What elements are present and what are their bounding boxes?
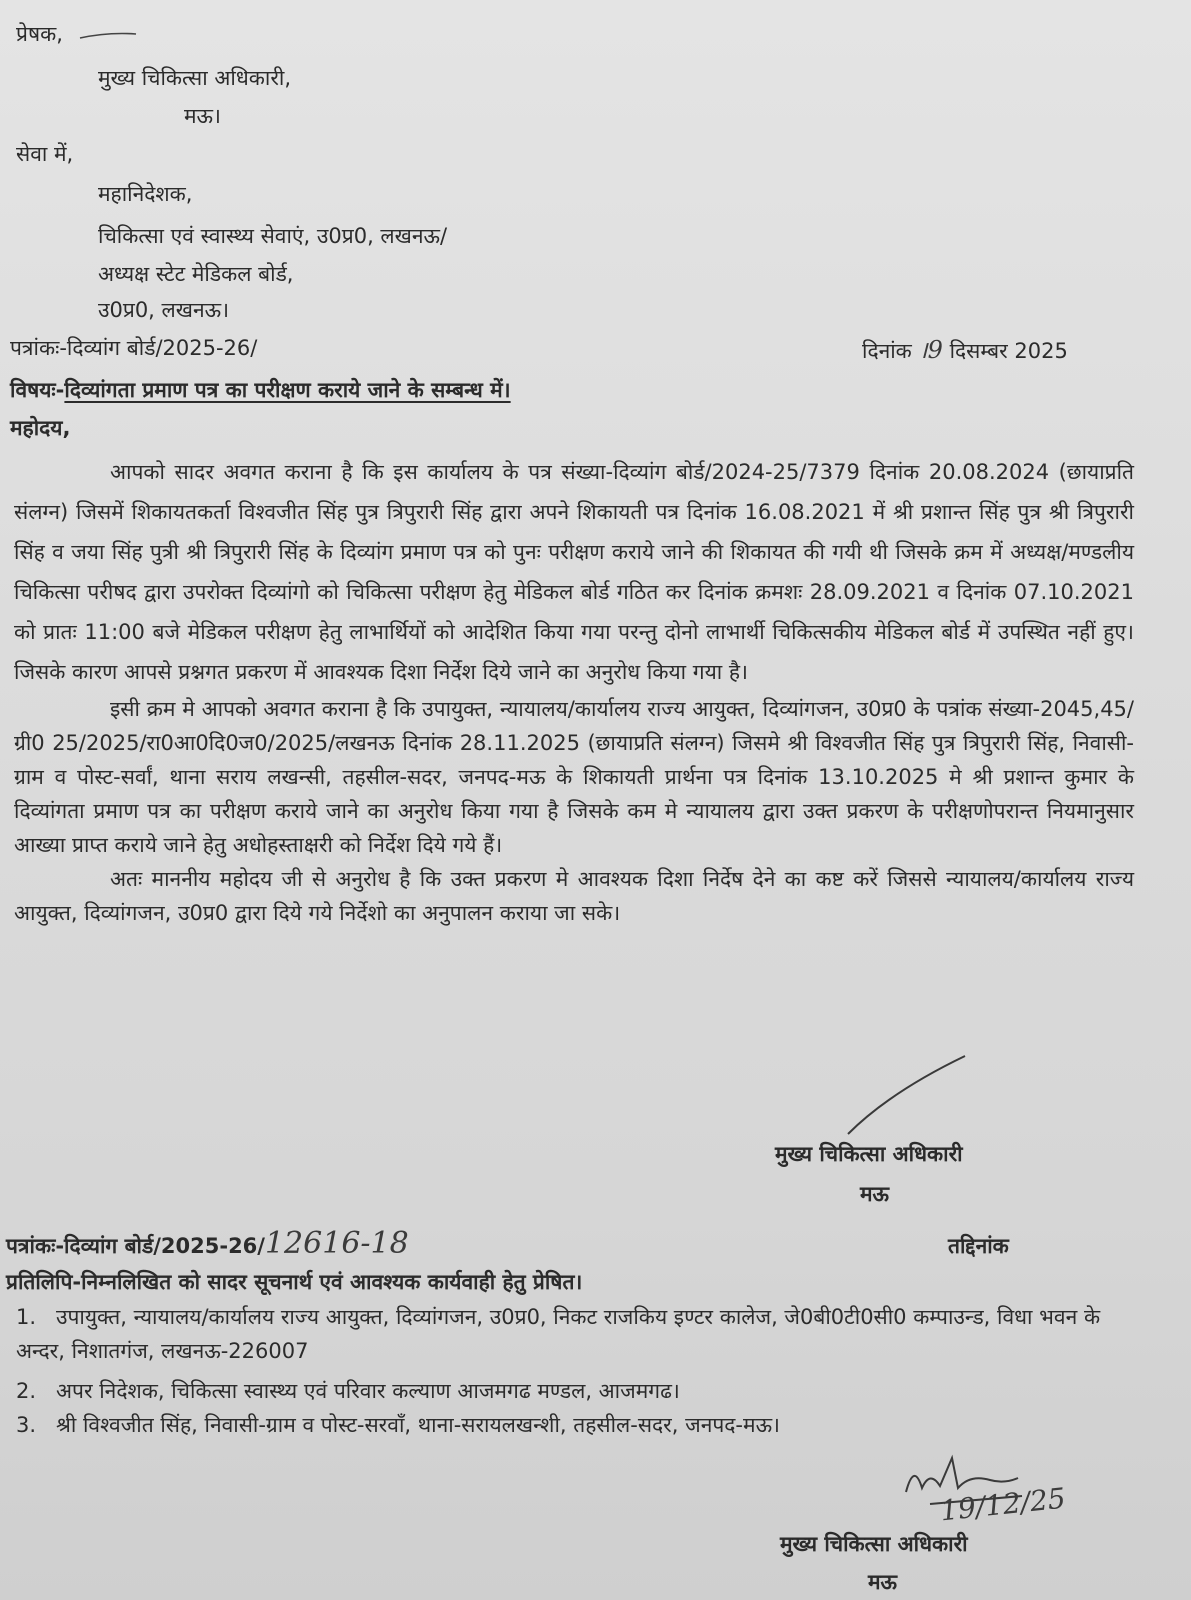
sender-designation: मुख्य चिकित्सा अधिकारी, [98, 66, 292, 90]
copy-item-text: श्री विश्वजीत सिंह, निवासी-ग्राम व पोस्ट-सरवॉं, थाना-सरायलखन्शी, तहसील-सदर, जनपद-मऊ। [56, 1413, 781, 1437]
body-paragraph-2: इसी क्रम मे आपको अवगत कराना है कि उपायुक्त, न्यायालय/कार्यालय राज्य आयुक्त, दिव्यांगजन, उ0प्र0 के पत्रांक संख्या-2045,45/ग्री0 25/2025/रा0आ0दि0ज0/2025/लखनऊ दिनांक 28.11.2025 (छायाप्रति संलग्न) जिसमे श्री विश्वजीत सिंह पुत्र त्रिपुरारी सिंह, निवासी-ग्राम व पोस्ट-सर्वां, थाना सराय लखन्सी, तहसील-सदर, जनपद-मऊ के शिकायती प्रार्थना पत्र दिनांक 13.10.2025 मे श्री प्रशान्त कुमार के दिव्यांगता प्रमाण पत्र का परीक्षण कराये जाने का अनुरोध किया गया है जिसके कम मे न्यायालय द्वारा उक्त प्रकरण के परीक्षणोपरान्त नियमानुसार आख्या प्राप्त कराये जाने हेतु अधोहस्ताक्षरी को निर्देश दिये गये हैं। [14, 697, 1134, 857]
copy-item-number: 1. [16, 1305, 37, 1329]
recipient-line1: महानिदेशक, [98, 182, 193, 206]
final-signatory-place: मऊ [868, 1570, 898, 1594]
subject-label: विषयः- [10, 378, 65, 402]
letter-date [862, 336, 1068, 365]
copy-intro: प्रतिलिपि-निम्नलिखित को सादर सूचनार्थ एवं आवश्यक कार्यवाही हेतु प्रेषित। [6, 1270, 583, 1294]
date-handwritten: ।9 [918, 336, 943, 364]
subject-text: दिव्यांगता प्रमाण पत्र का परीक्षण कराये जाने के सम्बन्ध में। [64, 378, 511, 402]
handwritten-dash [78, 28, 138, 44]
copy-item-text: उपायुक्त, न्यायालय/कार्यालय राज्य आयुक्त, दिव्यांगजन, उ0प्र0, निकट राजकिय इण्टर कालेज, जे0बी0टी0सी0 कम्पाउन्ड, विधा भवन के अन्दर, निशातगंज, लखनऊ-226007 [16, 1305, 1101, 1363]
body-paragraph-3: अतः माननीय महोदय जी से अनुरोध है कि उक्त प्रकरण मे आवश्यक दिशा निर्देष देने का कष्ट करें जिससे न्यायालय/कार्यालय राज्य आयुक्त, दिव्यांगजन, उ0प्र0 द्वारा दिये गये निर्देशो का अनुपालन कराया जा सके। [14, 867, 1134, 925]
copy-date: तद्दिनांक [948, 1234, 1009, 1258]
date-label: दिनांक [862, 339, 912, 363]
handwritten-date: 19/12/25 [938, 1481, 1068, 1528]
final-signatory-designation: मुख्य चिकित्सा अधिकारी [780, 1532, 968, 1556]
copy-list-item [16, 1408, 1136, 1442]
subject-line [10, 376, 511, 404]
signatory-place: मऊ [860, 1182, 890, 1206]
recipient-line3: अध्यक्ष स्टेट मेडिकल बोर्ड, [98, 262, 294, 286]
date-rest: दिसम्बर 2025 [949, 339, 1068, 363]
copy-item-text: अपर निदेशक, चिकित्सा स्वास्थ्य एवं परिवार कल्याण आजमगढ मण्डल, आजमगढ। [56, 1379, 680, 1403]
copy-item-number: 2. [16, 1379, 37, 1403]
body-paragraph-1: आपको सादर अवगत कराना है कि इस कार्यालय के पत्र संख्या-दिव्यांग बोर्ड/2024-25/7379 दिनांक 20.08.2024 (छायाप्रति संलग्न) जिसमें शिकायतकर्ता विश्वजीत सिंह पुत्र त्रिपुरारी सिंह द्वारा अपने शिकायती पत्र दिनांक 16.08.2021 में श्री प्रशान्त सिंह पुत्र श्री त्रिपुरारी सिंह व जया सिंह पुत्री श्री त्रिपुरारी सिंह के दिव्यांग प्रमाण पत्र को पुनः परीक्षण कराये जाने की शिकायत की गयी थी जिसके क्रम में अध्यक्ष/मण्डलीय चिकित्सा परीषद द्वारा उपरोक्त दिव्यांगो को चिकित्सा परीक्षण हेतु मेडिकल बोर्ड गठित कर दिनांक क्रमशः 28.09.2021 व दिनांक 07.10.2021 को प्रातः 11:00 बजे मेडिकल परीक्षण हेतु लाभार्थियों को आदेशित किया गया परन्तु दोनो लाभार्थी चिकित्सकीय मेडिकल बोर्ड में उपस्थित नहीं हुए।जिसके कारण आपसे प्रश्नगत प्रकरण में आवश्यक दिशा निर्देश दिये जाने का अनुरोध किया गया है। [14, 460, 1134, 684]
copy-list-item [16, 1374, 1136, 1408]
copy-list-item [16, 1300, 1136, 1368]
sender-place: मऊ। [184, 104, 222, 128]
reference-number: पत्रांकः-दिव्यांग बोर्ड/2025-26/ [10, 336, 258, 360]
sender-label: प्रेषक, [16, 22, 63, 46]
copy-ref-text: पत्रांकः-दिव्यांग बोर्ड/2025-26/ [6, 1234, 265, 1258]
letter-body [14, 452, 1134, 930]
salutation: महोदय, [10, 416, 71, 440]
recipient-label: सेवा में, [16, 142, 74, 166]
signatory-designation: मुख्य चिकित्सा अधिकारी [775, 1142, 963, 1166]
signature-stroke [840, 1052, 970, 1142]
copy-reference-number [6, 1226, 409, 1261]
recipient-line2: चिकित्सा एवं स्वास्थ्य सेवाएं, उ0प्र0, लखनऊ/ [98, 224, 448, 248]
recipient-line4: उ0प्र0, लखनऊ। [98, 298, 230, 322]
copy-ref-handwritten: 12616-18 [264, 1226, 409, 1261]
copy-item-number: 3. [16, 1413, 37, 1437]
